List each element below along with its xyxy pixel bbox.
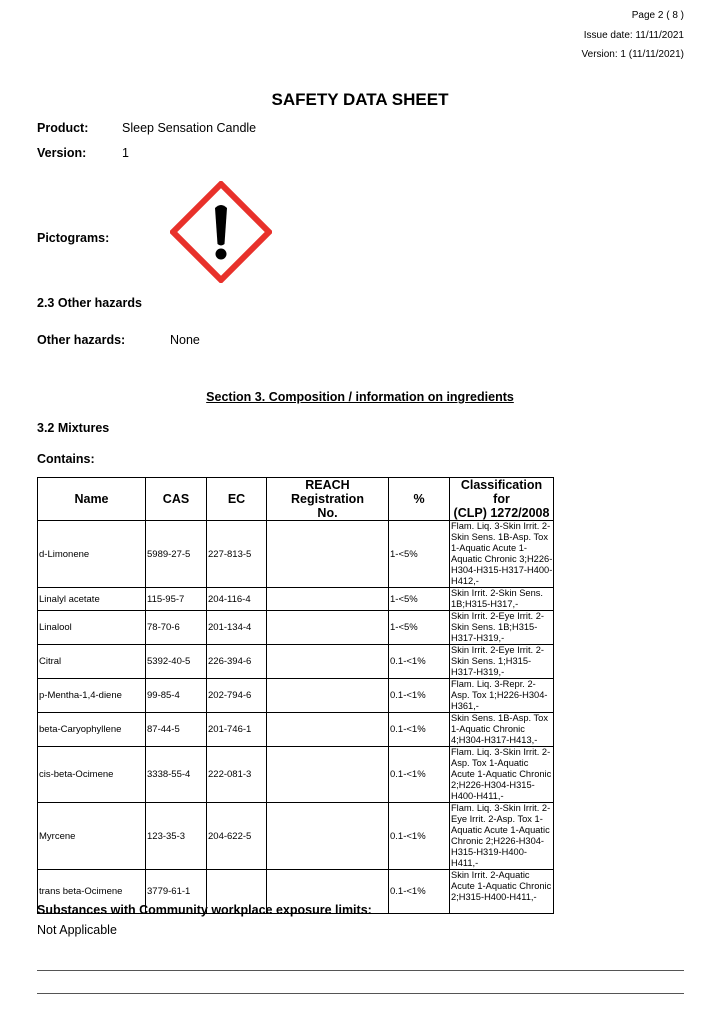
cell-ec: 204-116-4 xyxy=(207,588,267,611)
cell-percent: 0.1-<1% xyxy=(389,713,450,747)
cell-reach xyxy=(267,611,389,645)
cell-cas: 99-85-4 xyxy=(146,679,207,713)
cell-reach xyxy=(267,803,389,870)
cell-cas: 3338-55-4 xyxy=(146,747,207,803)
product-label: Product: xyxy=(37,121,89,135)
other-hazards-label: Other hazards: xyxy=(37,333,126,347)
cell-classification: Flam. Liq. 3-Repr. 2-Asp. Tox 1;H226-H304-H361,- xyxy=(450,679,554,713)
issue-date: Issue date: 11/11/2021 xyxy=(583,30,684,41)
product-value: Sleep Sensation Candle xyxy=(122,121,257,135)
column-header-ec: EC xyxy=(207,478,267,521)
table-row xyxy=(38,588,554,611)
cell-ec: 202-794-6 xyxy=(207,679,267,713)
cell-name: Citral xyxy=(38,645,146,679)
cell-cas: 78-70-6 xyxy=(146,611,207,645)
cell-cas: 123-35-3 xyxy=(146,803,207,870)
cell-reach xyxy=(267,521,389,588)
ingredients-table xyxy=(37,477,554,914)
cell-reach xyxy=(267,645,389,679)
table-row xyxy=(38,747,554,803)
contains-label: Contains: xyxy=(37,452,95,466)
table-row xyxy=(38,521,554,588)
version-date: Version: 1 (11/11/2021) xyxy=(581,49,684,60)
cell-cas: 87-44-5 xyxy=(146,713,207,747)
cell-cas: 5989-27-5 xyxy=(146,521,207,588)
cell-classification: Flam. Liq. 3-Skin Irrit. 2-Asp. Tox 1-Aquatic Acute 1-Aquatic Chronic 2;H226-H304-H315-H400-H411,- xyxy=(450,747,554,803)
ghs-exclamation-mark-icon xyxy=(170,181,272,283)
cell-percent: 0.1-<1% xyxy=(389,747,450,803)
cell-classification: Skin Irrit. 2-Eye Irrit. 2-Skin Sens. 1B;H315-H317-H319,- xyxy=(450,611,554,645)
column-header-reach: REACH Registration No. xyxy=(267,478,389,521)
cell-percent: 0.1-<1% xyxy=(389,870,450,914)
mixtures-heading: 3.2 Mixtures xyxy=(37,421,110,435)
cell-classification: Flam. Liq. 3-Skin Irrit. 2-Skin Sens. 1B-Asp. Tox 1-Aquatic Acute 1-Aquatic Chronic 3;H226-H304-H315-H317-H400-H412,- xyxy=(451,521,553,586)
cell-name: cis-beta-Ocimene xyxy=(38,747,146,803)
table-row xyxy=(38,803,554,870)
version-label: Version: xyxy=(37,146,87,160)
cell-ec: 227-813-5 xyxy=(207,521,267,588)
cell-cas: 3779-61-1 xyxy=(146,870,207,914)
cell-cas: 5392-40-5 xyxy=(146,645,207,679)
cell-percent: 0.1-<1% xyxy=(389,645,450,679)
cell-ec: 204-622-5 xyxy=(207,803,267,870)
cell-reach xyxy=(267,713,389,747)
cell-classification: Skin Sens. 1B-Asp. Tox 1-Aquatic Chronic 4;H304-H317-H413,- xyxy=(450,713,554,747)
cell-percent: 1-<5% xyxy=(389,521,450,588)
cell-name: d-Limonene xyxy=(38,521,146,588)
pictograms-label: Pictograms: xyxy=(37,231,110,245)
cell-cas: 115-95-7 xyxy=(146,588,207,611)
exposure-limits-heading: Substances with Community workplace exposure limits: xyxy=(37,903,372,917)
cell-classification: Skin Irrit. 2-Eye Irrit. 2-Skin Sens. 1;H315-H317-H319,- xyxy=(450,645,554,679)
section-3-title: Section 3. Composition / information on ingredients xyxy=(206,390,514,404)
cell-ec: 222-081-3 xyxy=(207,747,267,803)
exposure-limits-value: Not Applicable xyxy=(37,923,117,937)
column-header-name: Name xyxy=(38,478,146,521)
cell-ec: 226-394-6 xyxy=(207,645,267,679)
cell-percent: 1-<5% xyxy=(389,611,450,645)
table-row xyxy=(38,645,554,679)
table-row xyxy=(38,611,554,645)
column-header-classification: Classification for (CLP) 1272/2008 xyxy=(450,478,554,521)
cell-name: Myrcene xyxy=(38,803,146,870)
table-row xyxy=(38,679,554,713)
cell-reach xyxy=(267,679,389,713)
table-header-row xyxy=(38,478,554,521)
cell-reach xyxy=(267,588,389,611)
cell-name: Linalool xyxy=(38,611,146,645)
other-hazards-value: None xyxy=(170,333,200,347)
cell-percent: 0.1-<1% xyxy=(389,679,450,713)
cell-reach xyxy=(267,747,389,803)
page-number: Page 2 ( 8 ) xyxy=(631,10,684,21)
footer-divider xyxy=(37,970,684,971)
other-hazards-section-heading: 2.3 Other hazards xyxy=(37,296,142,310)
cell-name: Linalyl acetate xyxy=(38,588,146,611)
cell-ec: 201-134-4 xyxy=(207,611,267,645)
cell-name: p-Mentha-1,4-diene xyxy=(38,679,146,713)
column-header-percent: % xyxy=(389,478,450,521)
cell-percent: 0.1-<1% xyxy=(389,803,450,870)
cell-classification: Flam. Liq. 3-Skin Irrit. 2-Eye Irrit. 2-Asp. Tox 1-Aquatic Acute 1-Aquatic Chronic 2;H226-H304-H315-H319-H400-H411,- xyxy=(450,803,554,870)
cell-percent: 1-<5% xyxy=(389,588,450,611)
version-value: 1 xyxy=(122,146,129,160)
cell-classification: Skin Irrit. 2-Skin Sens. 1B;H315-H317,- xyxy=(450,588,554,611)
column-header-cas: CAS xyxy=(146,478,207,521)
footer-divider xyxy=(37,993,684,994)
cell-classification: Skin Irrit. 2-Aquatic Acute 1-Aquatic Chronic 2;H315-H400-H411,- xyxy=(450,870,554,914)
table-row xyxy=(38,713,554,747)
cell-name: trans beta-Ocimene xyxy=(38,870,146,914)
document-title: SAFETY DATA SHEET xyxy=(271,90,449,109)
cell-name: beta-Caryophyllene xyxy=(38,713,146,747)
cell-ec: 201-746-1 xyxy=(207,713,267,747)
